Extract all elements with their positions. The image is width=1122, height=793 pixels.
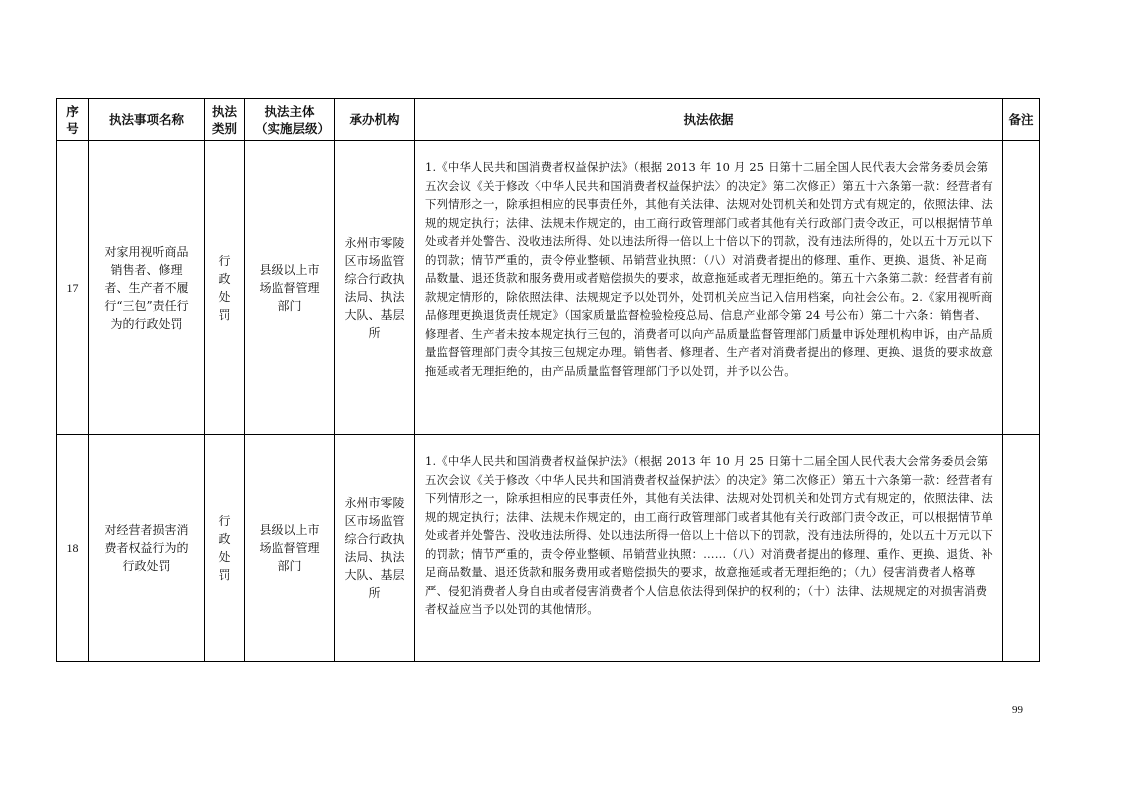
header-remark: 备注 [1003, 99, 1040, 141]
row-no: 18 [57, 435, 89, 662]
header-row [57, 99, 1040, 141]
row-category: 行政处罚 [205, 141, 245, 435]
row-subject: 县级以上市场监督管理部门 [245, 435, 335, 662]
header-agency: 承办机构 [335, 99, 415, 141]
enforcement-table [56, 98, 1040, 662]
row-agency: 永州市零陵区市场监管综合行政执法局、执法大队、基层所 [335, 141, 415, 435]
header-no: 序号 [57, 99, 89, 141]
row-subject: 县级以上市场监督管理部门 [245, 141, 335, 435]
header-subject: 执法主体（实施层级） [245, 99, 335, 141]
row-remark [1003, 435, 1040, 662]
row-remark [1003, 141, 1040, 435]
table-row [57, 141, 1040, 435]
row-no: 17 [57, 141, 89, 435]
row-name: 对家用视听商品销售者、修理者、生产者不履行“三包”责任行为的行政处罚 [89, 141, 205, 435]
header-category: 执法类别 [205, 99, 245, 141]
row-category: 行政处罚 [205, 435, 245, 662]
row-basis: 1.《中华人民共和国消费者权益保护法》（根据 2013 年 10 月 25 日第十二届全国人民代表大会常务委员会第五次会议《关于修改〈中华人民共和国消费者权益保护法〉的决定》第二次修正）第五十六条第一款：经营者有下列情形之一，除承担相应的民事责任外，其他有关法律、法规对处罚机关和处罚方式有规定的，依照法律、法规的规定执行；法律、法规未作规定的，由工商行政管理部门或者其他有关行政部门责令改正，可以根据情节单处或者并处警告、没收违法所得、处以违法所得一倍以上十倍以下的罚款，没有违法所得的，处以五十万元以下的罚款；情节严重的，责令停业整顿、吊销营业执照：……（八）对消费者提出的修理、重作、更换、退货、补足商品数量、退还货款和服务费用或者赔偿损失的要求，故意拖延或者无理拒绝的；（九）侵害消费者人格尊严、侵犯消费者人身自由或者侵害消费者个人信息依法得到保护的权利的；（十）法律、法规规定的对损害消费者权益应当予以处罚的其他情形。 [415, 435, 1003, 662]
row-basis: 1.《中华人民共和国消费者权益保护法》（根据 2013 年 10 月 25 日第十二届全国人民代表大会常务委员会第五次会议《关于修改〈中华人民共和国消费者权益保护法〉的决定》第二次修正）第五十六条第一款：经营者有下列情形之一，除承担相应的民事责任外，其他有关法律、法规对处罚机关和处罚方式有规定的，依照法律、法规的规定执行；法律、法规未作规定的，由工商行政管理部门或者其他有关行政部门责令改正，可以根据情节单处或者并处警告、没收违法所得、处以违法所得一倍以上十倍以下的罚款，没有违法所得的，处以五十万元以下的罚款；情节严重的，责令停业整顿、吊销营业执照：（八）对消费者提出的修理、重作、更换、退货、补足商品数量、退还货款和服务费用或者赔偿损失的要求，故意拖延或者无理拒绝的。第五十六条第二款：经营者有前款规定情形的，除依照法律、法规规定予以处罚外，处罚机关应当记入信用档案，向社会公布。2.《家用视听商品修理更换退货责任规定》（国家质量监督检验检疫总局、信息产业部令第 24 号公布）第二十六条：销售者、修理者、生产者未按本规定执行三包的，消费者可以向产品质量监督管理部门质量申诉处理机构申诉，由产品质量监督管理部门责令其按三包规定办理。销售者、修理者、生产者对消费者提出的修理、更换、退货的要求故意拖延或者无理拒绝的，由产品质量监督管理部门予以处罚，并予以公告。 [415, 141, 1003, 435]
header-basis: 执法依据 [415, 99, 1003, 141]
row-name: 对经营者损害消费者权益行为的行政处罚 [89, 435, 205, 662]
row-agency: 永州市零陵区市场监管综合行政执法局、执法大队、基层所 [335, 435, 415, 662]
table-row [57, 435, 1040, 662]
page-number: 99 [1012, 704, 1023, 716]
header-name: 执法事项名称 [89, 99, 205, 141]
